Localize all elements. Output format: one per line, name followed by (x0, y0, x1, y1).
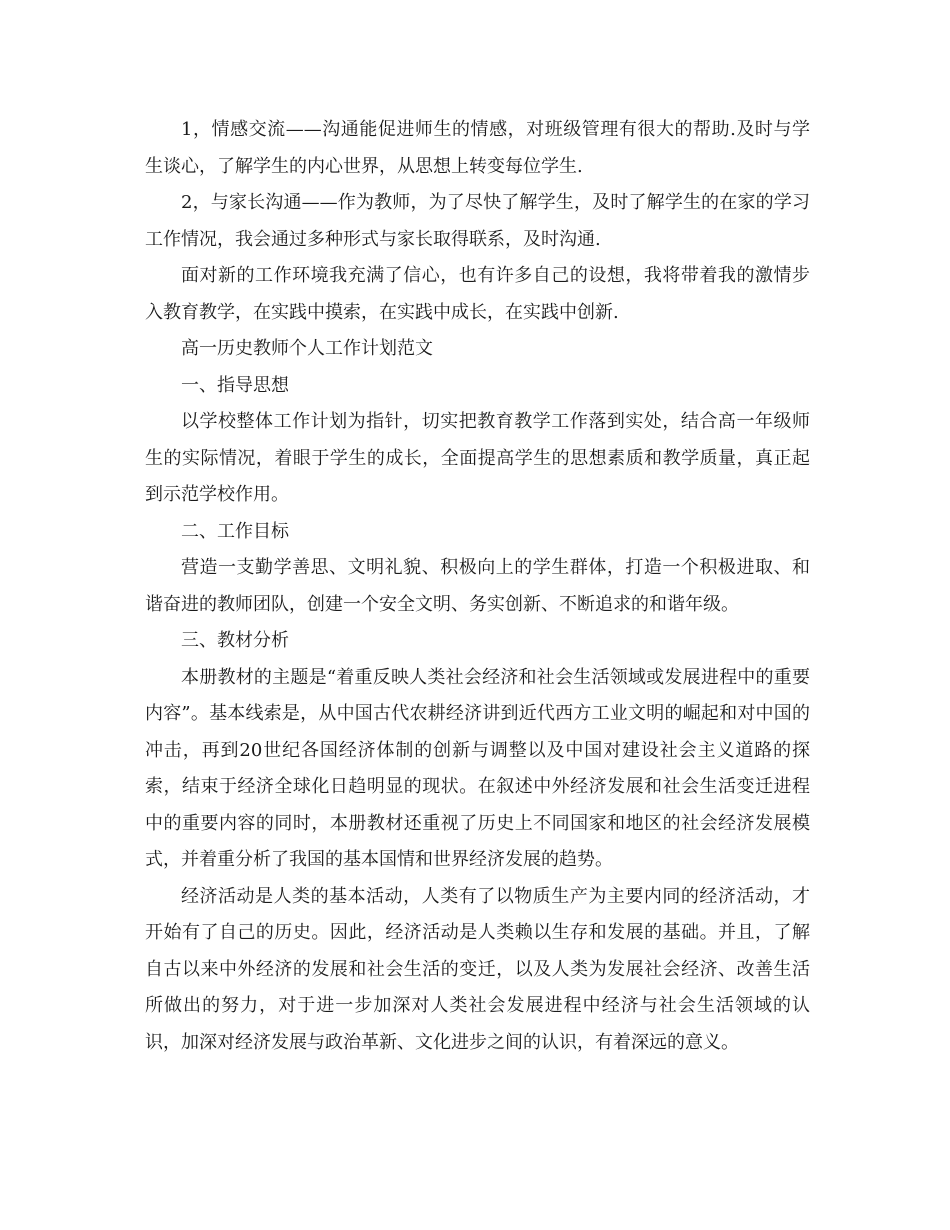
paragraph-parent-communication: 2，与家长沟通——作为教师，为了尽快了解学生，及时了解学生的在家的学习工作情况，我会通过多种形式与家长取得联系，及时沟通. (145, 192, 810, 250)
heading-textbook-analysis: 三、教材分析 (181, 630, 289, 651)
paragraph-confidence: 面对新的工作环境我充满了信心，也有许多自己的设想，我将带着我的激情步入教育教学，在实践中摸索，在实践中成长，在实践中创新. (145, 265, 810, 323)
paragraph-emotional-communication: 1，情感交流——沟通能促进师生的情感，对班级管理有很大的帮助.及时与学生谈心，了解学生的内心世界，从思想上转变每位学生. (145, 119, 810, 177)
heading-guiding-ideology: 一、指导思想 (181, 374, 289, 396)
document-body (145, 112, 810, 1061)
section-title: 高一历史教师个人工作计划范文 (181, 338, 433, 359)
paragraph-economic-activity: 经济活动是人类的基本活动，人类有了以物质生产为主要内同的经济活动，才开始有了自己的历史。因此，经济活动是人类赖以生存和发展的基础。并且，了解自古以来中外经济的发展和社会生活的变迁，以及人类为发展社会经济、改善生活所做出的努力，对于进一步加深对人类社会发展进程中经济与社会生活领域的认识，加深对经济发展与政治革新、文化进步之间的认识，有着深远的意义。 (145, 885, 810, 1053)
paragraph-guiding-ideology: 以学校整体工作计划为指针，切实把教育教学工作落到实处，结合高一年级师生的实际情况，着眼于学生的成长，全面提高学生的思想素质和教学质量，真正起到示范学校作用。 (145, 411, 810, 505)
paragraph-work-goals: 营造一支勤学善思、文明礼貌、积极向上的学生群体，打造一个积极进取、和谐奋进的教师团队，创建一个安全文明、务实创新、不断追求的和谐年级。 (145, 557, 810, 615)
heading-work-goals: 二、工作目标 (181, 520, 289, 542)
paragraph-textbook-theme: 本册教材的主题是“着重反映人类社会经济和社会生活领域或发展进程中的重要内容”。基本线索是，从中国古代农耕经济讲到近代西方工业文明的崛起和对中国的冲击，再到20世纪各国经济体制的创新与调整以及中国对建设社会主义道路的探索，结束于经济全球化日趋明显的现状。在叙述中外经济发展和社会生活变迁进程中的重要内容的同时，本册教材还重视了历史上不同国家和地区的社会经济发展模式，并着重分析了我国的基本国情和世界经济发展的趋势。 (145, 666, 810, 870)
